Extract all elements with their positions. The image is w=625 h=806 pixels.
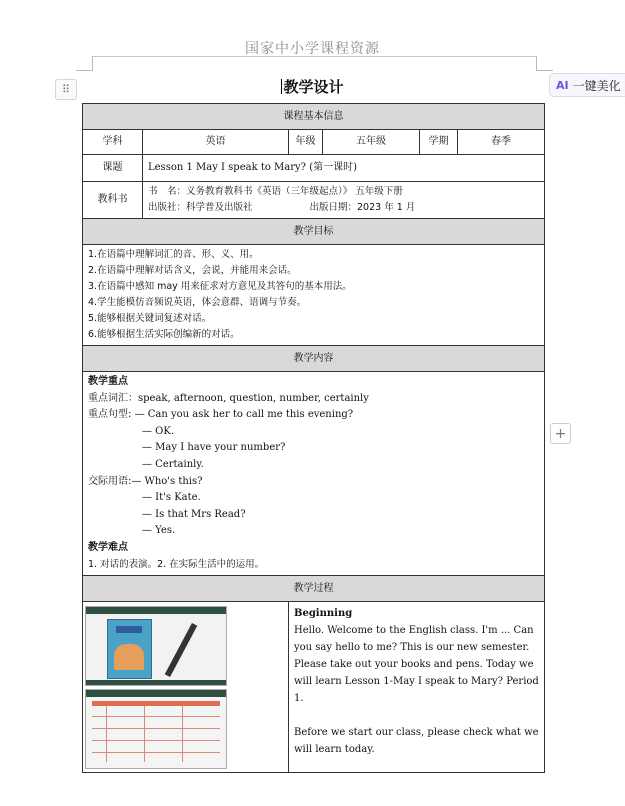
page-corner-left bbox=[76, 56, 93, 71]
pattern-label: 重点句型: bbox=[88, 409, 132, 421]
topic-value: Lesson 1 May I speak to Mary? (第一课时) bbox=[143, 155, 545, 182]
term-value: 春季 bbox=[458, 130, 545, 155]
daily-line: — Who's this? bbox=[131, 475, 203, 487]
daily-label: 交际用语: bbox=[88, 475, 132, 487]
topic-label: 课题 bbox=[83, 155, 143, 182]
beginning-paragraph: Hello. Welcome to the English class. I'm ... Can you say hello to me? This is our new semester. Please take out your books and pens. Today we will learn Lesson 1-May I speak to Mary? Period 1. bbox=[294, 625, 539, 705]
vocab-label: 重点词汇： bbox=[88, 392, 138, 404]
textbook-cover-image bbox=[107, 619, 152, 679]
goal-item: 6.能够根据生活实际创编新的对话。 bbox=[88, 329, 240, 340]
key-points-title: 教学重点 bbox=[88, 376, 128, 387]
section-goals: 教学目标 bbox=[83, 219, 545, 245]
subject-label: 学科 bbox=[83, 130, 143, 155]
goal-item: 3.在语篇中感知 may 用来征求对方意见及其答句的基本用法。 bbox=[88, 281, 352, 292]
goals-list bbox=[83, 245, 545, 346]
daily-line: — Is that Mrs Read? bbox=[142, 508, 246, 520]
document-title: 教学设计 bbox=[283, 78, 344, 96]
add-block-icon[interactable]: + bbox=[550, 423, 571, 444]
textbook-publisher-line: 出版社：科学普及出版社 出版日期：2023 年 1 月 bbox=[148, 202, 416, 213]
beginning-title: Beginning bbox=[294, 608, 353, 620]
pattern-line: — May I have your number? bbox=[142, 442, 286, 454]
pen-image bbox=[165, 623, 198, 677]
goal-item: 4.学生能模仿音频说英语，体会意群、语调与节奏。 bbox=[88, 297, 307, 308]
section-process: 教学过程 bbox=[83, 576, 545, 602]
pattern-line: — OK. bbox=[142, 425, 175, 437]
goal-item: 2.在语篇中理解对话含义，会说，并能用来会话。 bbox=[88, 265, 297, 276]
process-text bbox=[289, 602, 545, 773]
textbook-title-line: 书 名：义务教育教科书《英语（三年级起点）》 五年级下册 bbox=[148, 186, 403, 197]
textbook-label: 教科书 bbox=[83, 182, 143, 219]
check-paragraph: Before we start our class, please check what we will learn today. bbox=[294, 727, 539, 756]
lesson-plan-table bbox=[82, 103, 545, 773]
ai-beautify-label: 一键美化 bbox=[572, 78, 621, 93]
ai-beautify-button[interactable] bbox=[549, 73, 625, 97]
content-body bbox=[83, 372, 545, 576]
ai-icon: AI bbox=[556, 78, 569, 92]
page-header-title: 国家中小学课程资源 bbox=[245, 41, 380, 57]
drag-handle-icon[interactable]: ⠿ bbox=[55, 79, 77, 100]
slide-thumbnail-cover[interactable] bbox=[85, 606, 227, 686]
subject-value: 英语 bbox=[143, 130, 289, 155]
slide-thumbnails bbox=[83, 602, 289, 773]
section-content: 教学内容 bbox=[83, 346, 545, 372]
daily-line: — Yes. bbox=[142, 525, 176, 537]
vocab-value: speak, afternoon, question, number, certainly bbox=[138, 392, 369, 404]
slide-thumbnail-table[interactable] bbox=[85, 689, 227, 769]
page-corner-right bbox=[536, 56, 553, 71]
daily-line: — It's Kate. bbox=[142, 492, 201, 504]
pattern-line: — Certainly. bbox=[142, 458, 204, 470]
difficulty-title: 教学难点 bbox=[88, 541, 128, 553]
section-basic-info: 课程基本信息 bbox=[83, 104, 545, 130]
grade-label: 年级 bbox=[289, 130, 323, 155]
term-label: 学期 bbox=[420, 130, 458, 155]
goal-item: 5.能够根据关键词复述对话。 bbox=[88, 313, 212, 324]
grade-value: 五年级 bbox=[323, 130, 420, 155]
pattern-line: — Can you ask her to call me this evening? bbox=[134, 409, 354, 421]
goal-item: 1.在语篇中理解词汇的音、形、义、用。 bbox=[88, 249, 259, 260]
difficulty-value: 1. 对话的表演。2. 在实际生活中的运用。 bbox=[88, 558, 265, 570]
